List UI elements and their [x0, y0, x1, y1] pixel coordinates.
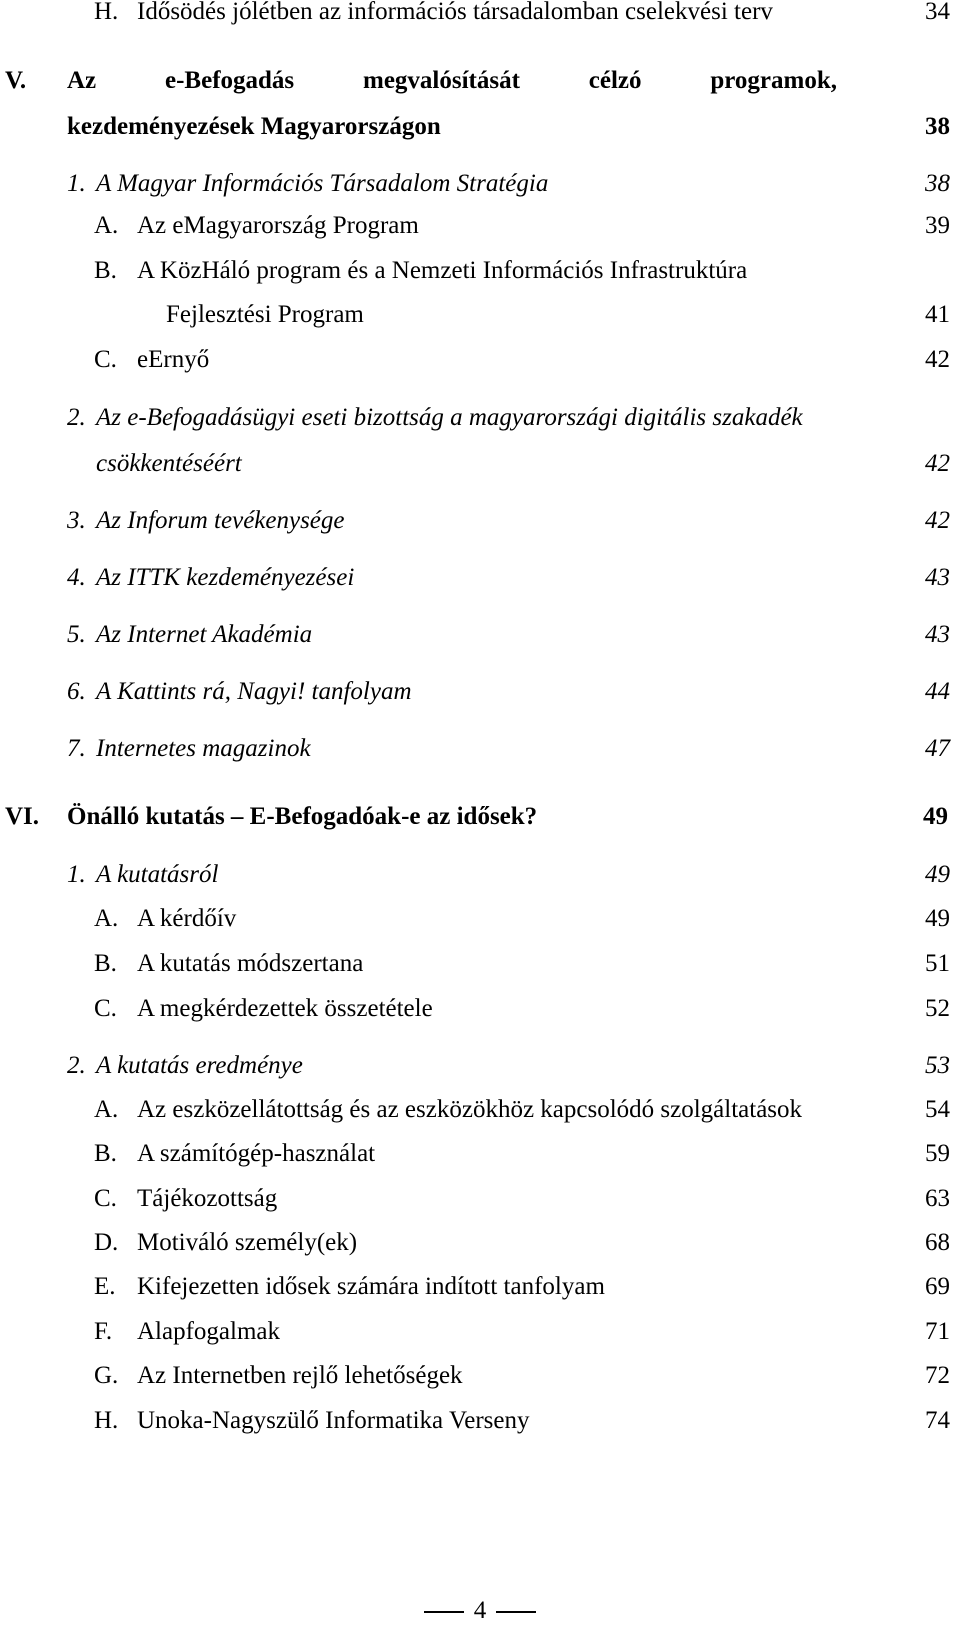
toc-section-page: 44 [925, 678, 950, 705]
toc-entry-title: Motiváló személy(ek) [137, 1229, 358, 1256]
footer-dash-right [496, 1611, 536, 1613]
toc-entry-page: 34 [925, 0, 950, 25]
toc-entry-number: A. [94, 212, 119, 239]
toc-entry-number: D. [94, 1229, 119, 1256]
toc-section-page: 42 [925, 450, 950, 477]
toc-chapter-title: Az e-Befogadás megvalósítását célzó programok, [67, 67, 837, 94]
toc-entry-page: 63 [925, 1185, 950, 1212]
toc-section-number: 2. [67, 404, 86, 431]
toc-entry-number: H. [94, 0, 119, 25]
toc-entry-title: A megkérdezettek összetétele [137, 995, 433, 1022]
toc-entry-number: F. [94, 1318, 113, 1345]
toc-section-page: 43 [925, 564, 950, 591]
toc-section-title: A kutatás eredménye [96, 1052, 303, 1079]
toc-section-number: 2. [67, 1052, 86, 1079]
toc-section-number: 1. [67, 170, 86, 197]
toc-entry-number: A. [94, 905, 119, 932]
toc-section-title: Az ITTK kezdeményezései [96, 564, 355, 591]
toc-section-page: 42 [925, 507, 950, 534]
toc-entry-title: Tájékozottság [137, 1185, 278, 1212]
footer-dash-left [424, 1611, 464, 1613]
toc-section-number: 1. [67, 861, 86, 888]
toc-chapter-page: 38 [925, 113, 950, 140]
toc-chapter-number: VI. [5, 803, 40, 830]
toc-entry-number: C. [94, 995, 117, 1022]
toc-section-title: Az Inforum tevékenysége [96, 507, 345, 534]
toc-entry-title: Kifejezetten idősek számára indított tanfolyam [137, 1273, 605, 1300]
toc-chapter-page: 49 [923, 803, 948, 830]
toc-section-number: 5. [67, 621, 86, 648]
toc-section-title: A kutatásról [96, 861, 219, 888]
toc-section-title: A Kattints rá, Nagyi! tanfolyam [96, 678, 412, 705]
toc-entry-number: C. [94, 1185, 117, 1212]
toc-entry-page: 59 [925, 1140, 950, 1167]
toc-section-page: 49 [925, 861, 950, 888]
toc-entry-page: 52 [925, 995, 950, 1022]
toc-section-title: A Magyar Információs Társadalom Stratégia [96, 170, 549, 197]
toc-entry-title: Az eMagyarország Program [137, 212, 419, 239]
toc-entry-number: C. [94, 346, 117, 373]
toc-entry-page: 74 [925, 1407, 950, 1434]
toc-entry-number: H. [94, 1407, 119, 1434]
toc-entry-number: B. [94, 950, 117, 977]
toc-chapter-number: V. [5, 67, 27, 94]
toc-chapter-title-line2: kezdeményezések Magyarországon [67, 113, 441, 140]
footer-page-number: 4 [473, 1597, 487, 1624]
toc-entry-number: B. [94, 257, 117, 284]
toc-section-title: Az Internet Akadémia [96, 621, 313, 648]
toc-entry-page: 49 [925, 905, 950, 932]
toc-section-page: 38 [925, 170, 950, 197]
toc-entry-page: 72 [925, 1362, 950, 1389]
toc-entry-number: A. [94, 1096, 119, 1123]
toc-entry-page: 39 [925, 212, 950, 239]
toc-entry-page: 71 [925, 1318, 950, 1345]
toc-entry-page: 54 [925, 1096, 950, 1123]
toc-entry-title: Alapfogalmak [137, 1318, 281, 1345]
toc-section-title: Internetes magazinok [96, 735, 311, 762]
toc-entry-title: A számítógép-használat [137, 1140, 376, 1167]
toc-entry-number: G. [94, 1362, 119, 1389]
page-footer [0, 1597, 960, 1625]
toc-entry-page: 68 [925, 1229, 950, 1256]
toc-entry-number: E. [94, 1273, 116, 1300]
toc-entry-page: 42 [925, 346, 950, 373]
toc-section-number: 4. [67, 564, 86, 591]
toc-section-page: 47 [925, 735, 950, 762]
toc-entry-title: eErnyő [137, 346, 210, 373]
toc-entry-number: B. [94, 1140, 117, 1167]
toc-entry-title: Az Internetben rejlő lehetőségek [137, 1362, 463, 1389]
toc-chapter-title: Önálló kutatás – E-Befogadóak-e az idősek? [67, 803, 538, 830]
toc-entry-title: Idősödés jólétben az információs társadalomban cselekvési terv [137, 0, 773, 25]
toc-section-page: 43 [925, 621, 950, 648]
toc-section-page: 53 [925, 1052, 950, 1079]
toc-entry-page: 69 [925, 1273, 950, 1300]
toc-entry-page: 41 [925, 301, 950, 328]
toc-section-title: Az e-Befogadásügyi eseti bizottság a magyarországi digitális szakadék [96, 404, 803, 431]
toc-section-title-line2: csökkentéséért [96, 450, 242, 477]
toc-entry-title-line2: Fejlesztési Program [166, 301, 364, 328]
toc-entry-title: Unoka-Nagyszülő Informatika Verseny [137, 1407, 530, 1434]
toc-section-number: 7. [67, 735, 86, 762]
toc-entry-title: A kutatás módszertana [137, 950, 364, 977]
toc-entry-title: Az eszközellátottság és az eszközökhöz kapcsolódó szolgáltatások [137, 1096, 803, 1123]
toc-section-number: 6. [67, 678, 86, 705]
toc-entry-page: 51 [925, 950, 950, 977]
toc-section-number: 3. [67, 507, 86, 534]
toc-entry-title: A kérdőív [137, 905, 237, 932]
toc-entry-title: A KözHáló program és a Nemzeti Információs Infrastruktúra [137, 257, 748, 284]
